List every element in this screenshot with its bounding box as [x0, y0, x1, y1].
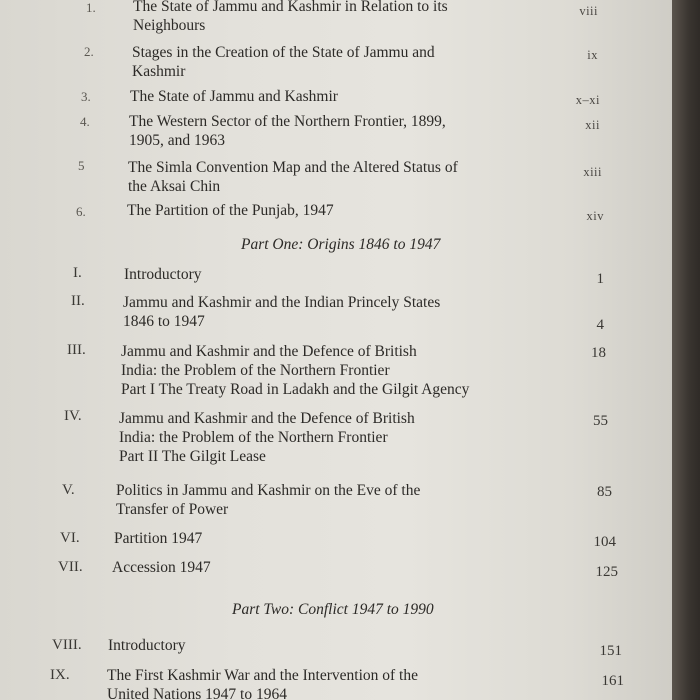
map-title	[127, 201, 334, 220]
map-page: xii	[585, 118, 600, 132]
chapter-title-line: Introductory	[124, 266, 202, 283]
map-number: 3.	[81, 89, 91, 104]
chapter-title-line: Politics in Jammu and Kashmir on the Eve of the	[116, 482, 421, 499]
chapter-page: 161	[601, 673, 624, 689]
chapter-title-line: Part II The Gilgit Lease	[119, 448, 266, 465]
chapter-title-line: Jammu and Kashmir and the Indian Princely States	[123, 294, 441, 311]
chapter-page: 151	[599, 643, 622, 659]
map-title-line: Stages in the Creation of the State of Jammu and	[132, 44, 435, 61]
map-title-line: The State of Jammu and Kashmir in Relation to its	[133, 0, 448, 15]
adjacent-page-edge	[672, 0, 700, 700]
chapter-title	[112, 558, 211, 577]
chapter-title-line: United Nations 1947 to 1964	[107, 686, 287, 700]
chapter-title-line: Partition 1947	[114, 530, 203, 547]
chapter-number: V.	[62, 482, 75, 498]
chapter-number: VIII.	[52, 637, 82, 653]
map-page: viii	[579, 4, 598, 18]
map-title-line: The Simla Convention Map and the Altered Status of	[128, 159, 458, 176]
chapter-title-line: Accession 1947	[112, 559, 211, 576]
chapter-title-line: The First Kashmir War and the Intervention of the	[107, 667, 418, 684]
chapter-title-line: India: the Problem of the Northern Frontier	[121, 362, 390, 379]
chapter-page: 55	[593, 413, 608, 429]
chapter-title-line: Jammu and Kashmir and the Defence of British	[121, 343, 417, 360]
chapter-page: 125	[595, 564, 618, 580]
map-title-line: 1905, and 1963	[129, 132, 226, 149]
chapter-title-line: Transfer of Power	[116, 501, 229, 518]
chapter-title	[114, 529, 202, 548]
map-title	[130, 87, 338, 106]
map-number: 1.	[86, 0, 96, 15]
map-title	[128, 158, 458, 196]
map-title-line: The State of Jammu and Kashmir	[130, 88, 338, 105]
map-number: 6.	[76, 204, 86, 219]
chapter-title-line: Part I The Treaty Road in Ladakh and the Gilgit Agency	[121, 381, 470, 398]
chapter-page: 18	[591, 345, 606, 361]
map-title	[129, 112, 446, 150]
chapter-number: VII.	[58, 559, 83, 575]
chapter-title-line: 1846 to 1947	[123, 313, 205, 330]
chapter-title	[119, 409, 415, 466]
part-one-heading: Part One: Origins 1846 to 1947	[241, 236, 441, 253]
chapter-title	[121, 342, 469, 399]
chapter-title	[108, 636, 185, 655]
map-title	[133, 0, 448, 35]
chapter-number: IX.	[50, 667, 70, 683]
chapter-page: 4	[596, 317, 604, 333]
chapter-number: VI.	[60, 530, 80, 546]
map-page: xiv	[586, 209, 604, 223]
chapter-title	[116, 481, 420, 519]
map-title-line: the Aksai Chin	[128, 178, 221, 195]
chapter-page: 85	[597, 484, 612, 500]
chapter-title-line: Introductory	[108, 637, 186, 654]
chapter-number: I.	[73, 265, 82, 281]
chapter-title-line: Jammu and Kashmir and the Defence of British	[119, 410, 415, 427]
chapter-title	[107, 666, 418, 700]
chapter-number: IV.	[64, 408, 82, 424]
map-number: 2.	[84, 44, 94, 59]
map-title-line: Kashmir	[132, 63, 186, 80]
map-title-line: The Western Sector of the Northern Frontier, 1899,	[129, 113, 446, 130]
map-page: xiii	[583, 165, 602, 179]
chapter-title	[123, 293, 440, 331]
chapter-number: II.	[71, 293, 85, 309]
chapter-page: 104	[593, 534, 616, 550]
chapter-title-line: India: the Problem of the Northern Frontier	[119, 429, 388, 446]
map-number: 5	[78, 158, 85, 173]
map-page: ix	[587, 48, 598, 62]
map-title	[132, 43, 435, 81]
map-title-line: Neighbours	[133, 17, 206, 34]
map-number: 4.	[80, 114, 90, 129]
chapter-page: 1	[596, 271, 604, 287]
chapter-number: III.	[67, 342, 86, 358]
chapter-title	[124, 265, 201, 284]
map-page: x–xi	[575, 93, 600, 107]
part-two-heading: Part Two: Conflict 1947 to 1990	[232, 601, 434, 618]
map-title-line: The Partition of the Punjab, 1947	[127, 202, 334, 219]
